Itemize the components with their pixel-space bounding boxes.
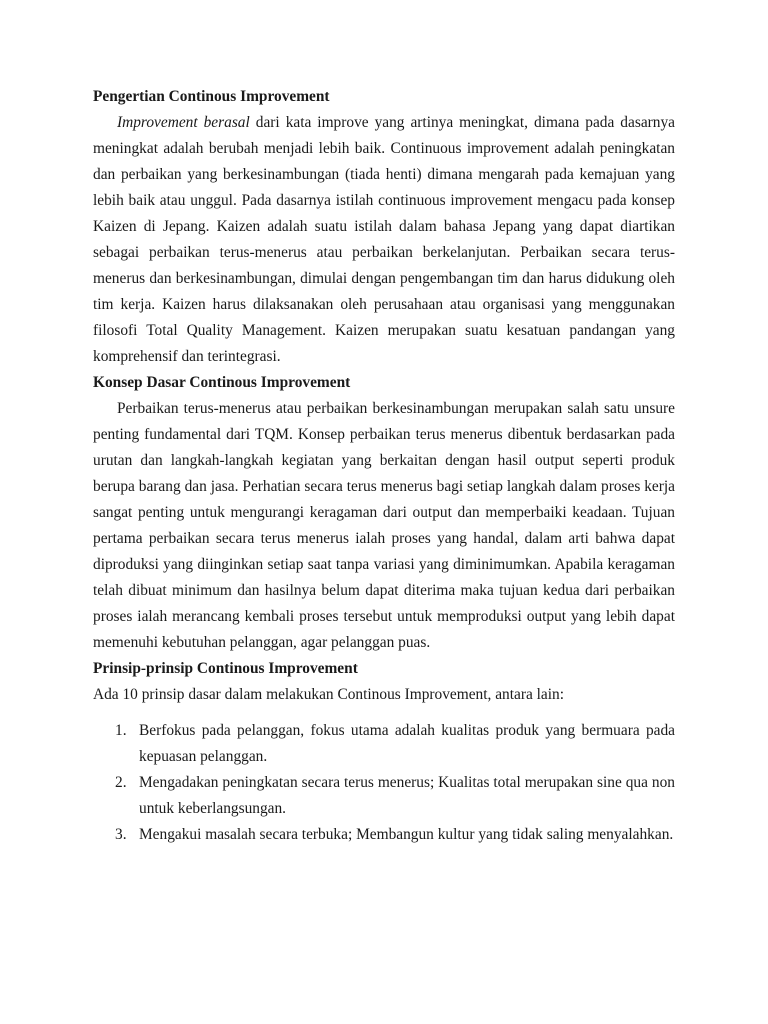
list-item-text: Berfokus pada pelanggan, fokus utama adalah kualitas produk yang bermuara pada kepuasan pelanggan. [139, 722, 675, 765]
section-heading-konsep-dasar: Konsep Dasar Continous Improvement [93, 374, 351, 391]
document-page [93, 84, 675, 848]
paragraph-pengertian [93, 110, 675, 370]
list-item [93, 718, 675, 770]
list-item-text: Mengakui masalah secara terbuka; Membangun kultur yang tidak saling menyalahkan. [139, 826, 674, 843]
list-item [93, 822, 675, 848]
section-heading-prinsip: Prinsip-prinsip Continous Improvement [93, 660, 358, 677]
list-item [93, 770, 675, 822]
paragraph-konsep-dasar: Perbaikan terus-menerus atau perbaikan berkesinambungan merupakan salah satu unsure penting fundamental dari TQM. Konsep perbaikan terus menerus dibentuk berdasarkan pada urutan dan langkah-langkah kegiatan yang berkaitan dengan hasil output seperti produk berupa barang dan jasa. Perhatian secara terus menerus bagi setiap langkah dalam proses kerja sangat penting untuk mengurangi keragaman dari output dan memperbaiki keadaan. Tujuan pertama perbaikan secara terus menerus ialah proses yang handal, dalam arti bahwa dapat diproduksi yang diinginkan setiap saat tanpa variasi yang diminimumkan. Apabila keragaman telah dibuat minimum dan hasilnya belum dapat diterima maka tujuan kedua dari perbaikan proses ialah merancang kembali proses tersebut untuk memproduksi output yang lebih dapat memenuhi kebutuhan pelanggan, agar pelanggan puas. [93, 400, 675, 651]
paragraph-pengertian-text: dari kata improve yang artinya meningkat, dimana pada dasarnya meningkat adalah berubah menjadi lebih baik. Continuous improvement adalah peningkatan dan perbaikan yang berkesinambungan (tiada henti) dimana mengarah pada kemajuan yang lebih baik atau unggul. Pada dasarnya istilah continuous improvement mengacu pada konsep Kaizen di Jepang. Kaizen adalah suatu istilah dalam bahasa Jepang yang dapat diartikan sebagai perbaikan terus-menerus atau perbaikan berkelanjutan. Perbaikan secara terus-menerus dan berkesinambungan, dimulai dengan pengembangan tim dan harus didukung oleh tim kerja. Kaizen harus dilaksanakan oleh perusahaan atau organisasi yang menggunakan filosofi Total Quality Management. Kaizen merupakan suatu kesatuan pandangan yang komprehensif dan terintegrasi. [93, 114, 675, 365]
paragraph-prinsip-intro: Ada 10 prinsip dasar dalam melakukan Continous Improvement, antara lain: [93, 686, 564, 703]
paragraph-lead-italic: Improvement berasal [117, 114, 250, 131]
section-heading-pengertian: Pengertian Continous Improvement [93, 88, 330, 105]
list-item-text: Mengadakan peningkatan secara terus menerus; Kualitas total merupakan sine qua non untuk keberlangsungan. [139, 774, 675, 817]
list-item-number: 2. [115, 774, 127, 791]
principles-list [93, 718, 675, 848]
list-item-number: 3. [115, 826, 127, 843]
list-item-number: 1. [115, 722, 127, 739]
